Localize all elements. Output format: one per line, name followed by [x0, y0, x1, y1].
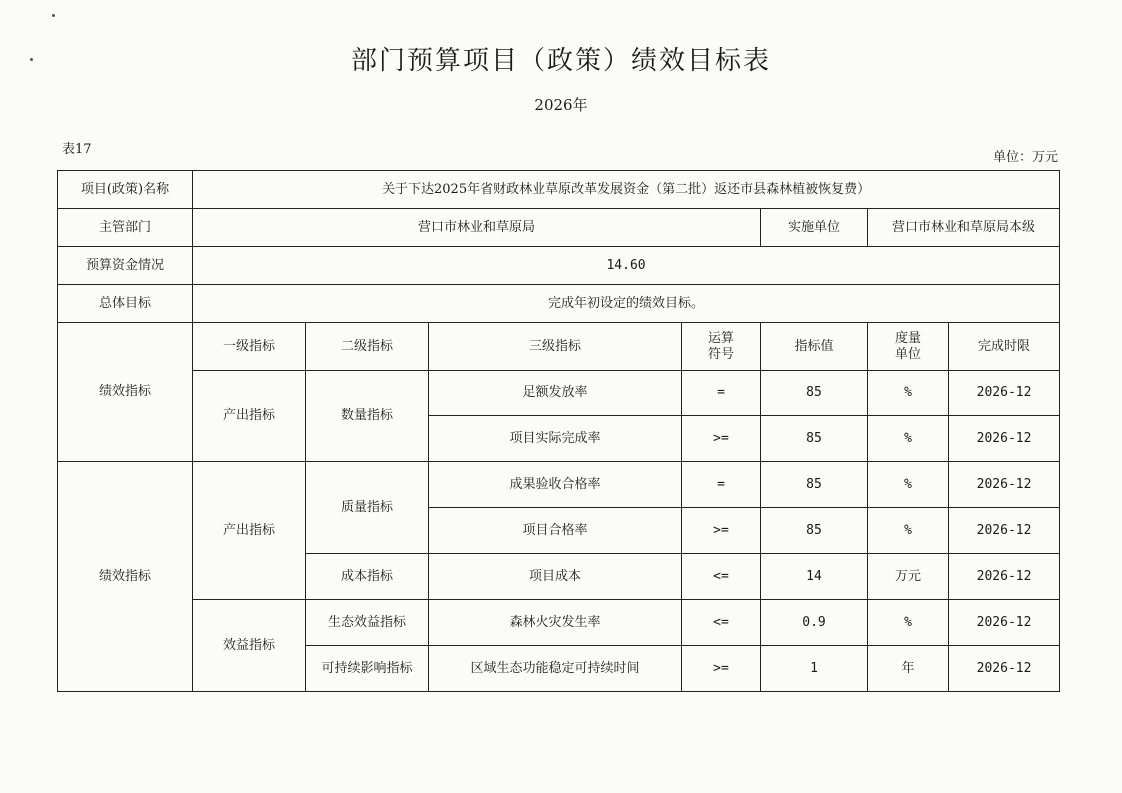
operator-cell: >= — [682, 646, 761, 692]
funding-label: 预算资金情况 — [58, 247, 193, 285]
page-title: 部门预算项目（政策）绩效目标表 — [350, 46, 771, 76]
level3-cell: 项目实际完成率 — [429, 416, 682, 462]
operator-cell: = — [682, 462, 761, 508]
section-label: 绩效指标 — [58, 323, 193, 462]
value-cell: 85 — [761, 416, 868, 462]
level3-cell: 足额发放率 — [429, 371, 682, 416]
goal-value: 完成年初设定的绩效目标。 — [193, 285, 1060, 323]
section-label: 绩效指标 — [58, 462, 193, 692]
operator-cell: >= — [682, 508, 761, 554]
table-row — [58, 462, 1060, 508]
operator-cell: <= — [682, 554, 761, 600]
unit-cell: % — [868, 371, 949, 416]
unit-cell: % — [868, 508, 949, 554]
level2-sustainable: 可持续影响指标 — [306, 646, 429, 692]
level1-benefit: 效益指标 — [193, 600, 306, 692]
level2-quantity: 数量指标 — [306, 371, 429, 462]
department-value: 营口市林业和草原局 — [193, 209, 761, 247]
deadline-cell: 2026-12 — [949, 371, 1060, 416]
indicator-header-row — [58, 323, 1060, 371]
unit-cell: % — [868, 600, 949, 646]
project-name-row — [58, 171, 1060, 209]
project-name-label: 项目(政策)名称 — [58, 171, 193, 209]
table-number: 表17 — [62, 142, 92, 157]
goal-row — [58, 285, 1060, 323]
level2-cost: 成本指标 — [306, 554, 429, 600]
unit-cell: 万元 — [868, 554, 949, 600]
value-cell: 85 — [761, 462, 868, 508]
level3-cell: 项目成本 — [429, 554, 682, 600]
level1-output: 产出指标 — [193, 371, 306, 462]
value-cell: 85 — [761, 508, 868, 554]
level3-cell: 森林火灾发生率 — [429, 600, 682, 646]
header-unit-line2: 单位 — [894, 346, 921, 362]
unit-label: 单位：万元 — [992, 150, 1058, 165]
performance-table — [57, 170, 1060, 692]
header-operator — [682, 323, 761, 371]
deadline-cell: 2026-12 — [949, 508, 1060, 554]
level1-output: 产出指标 — [193, 462, 306, 600]
unit-cell: % — [868, 416, 949, 462]
department-row — [58, 209, 1060, 247]
table-row — [58, 371, 1060, 416]
implementer-value: 营口市林业和草原局本级 — [868, 209, 1060, 247]
level3-cell: 成果验收合格率 — [429, 462, 682, 508]
funding-value: 14.60 — [193, 247, 1060, 285]
deadline-cell: 2026-12 — [949, 462, 1060, 508]
implementer-label: 实施单位 — [761, 209, 868, 247]
operator-cell: <= — [682, 600, 761, 646]
value-cell: 85 — [761, 371, 868, 416]
header-level2: 二级指标 — [306, 323, 429, 371]
funding-row — [58, 247, 1060, 285]
deadline-cell: 2026-12 — [949, 600, 1060, 646]
level2-ecological: 生态效益指标 — [306, 600, 429, 646]
header-unit-line1: 度量 — [894, 330, 921, 346]
header-value: 指标值 — [761, 323, 868, 371]
deadline-cell: 2026-12 — [949, 416, 1060, 462]
value-cell: 14 — [761, 554, 868, 600]
value-cell: 1 — [761, 646, 868, 692]
deadline-cell: 2026-12 — [949, 554, 1060, 600]
value-cell: 0.9 — [761, 600, 868, 646]
table-row — [58, 600, 1060, 646]
header-unit — [868, 323, 949, 371]
scan-speck — [52, 14, 55, 17]
header-operator-line1: 运算 — [707, 330, 734, 346]
budget-year: 2026年 — [534, 96, 588, 114]
deadline-cell: 2026-12 — [949, 646, 1060, 692]
unit-cell: % — [868, 462, 949, 508]
operator-cell: >= — [682, 416, 761, 462]
header-level1: 一级指标 — [193, 323, 306, 371]
operator-cell: = — [682, 371, 761, 416]
header-deadline: 完成时限 — [949, 323, 1060, 371]
goal-label: 总体目标 — [58, 285, 193, 323]
department-label: 主管部门 — [58, 209, 193, 247]
level3-cell: 区域生态功能稳定可持续时间 — [429, 646, 682, 692]
unit-cell: 年 — [868, 646, 949, 692]
level2-quality: 质量指标 — [306, 462, 429, 554]
level3-cell: 项目合格率 — [429, 508, 682, 554]
header-operator-line2: 符号 — [707, 346, 734, 362]
project-name-value: 关于下达2025年省财政林业草原改革发展资金（第二批）返还市县森林植被恢复费） — [193, 171, 1060, 209]
header-level3: 三级指标 — [429, 323, 682, 371]
